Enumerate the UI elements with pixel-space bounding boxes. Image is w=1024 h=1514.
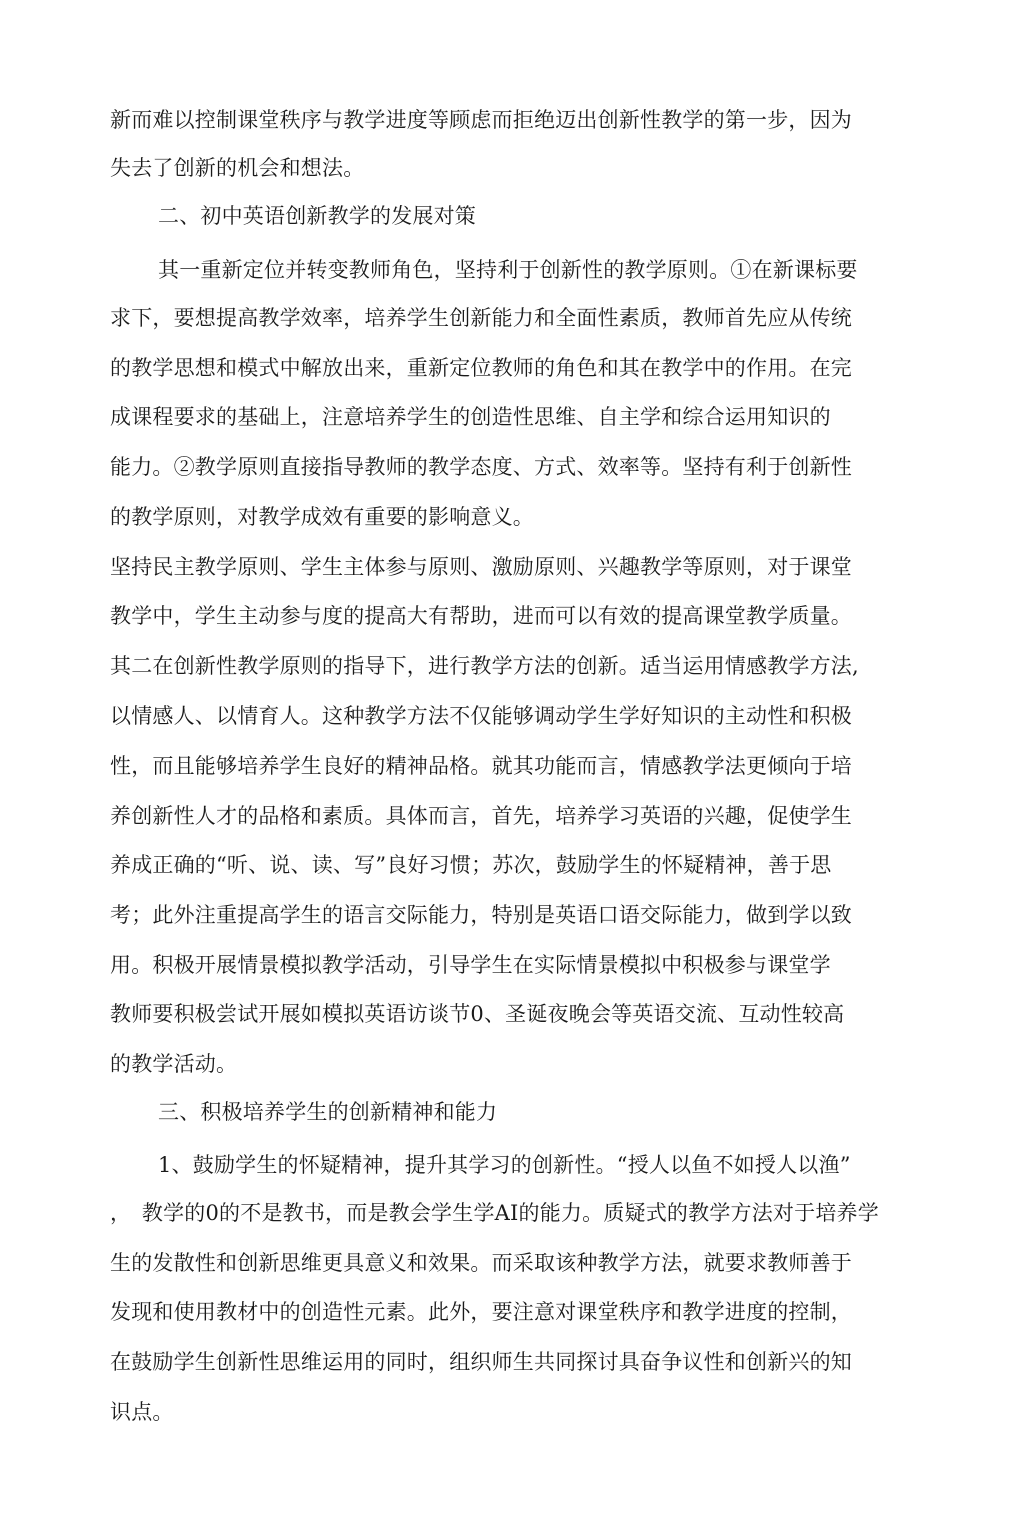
paragraph-line-24: 生的发散性和创新思维更具意义和效果。而采取该种教学方法，就要求教师善于 [110, 1251, 852, 1275]
paragraph-line-5: 求下，要想提高教学效率，培养学生创新能力和全面性素质，教师首先应从传统 [110, 306, 852, 330]
paragraph-line-8: 能力。②教学原则直接指导教师的教学态度、方式、效率等。坚持有利于创新性 [110, 455, 852, 479]
paragraph-line-25: 发现和使用教材中的创造性元素。此外，要注意对课堂秩序和教学进度的控制， [110, 1300, 852, 1324]
paragraph-line-18: 用。积极开展情景模拟教学活动，引导学生在实际情景模拟中积极参与课堂学 [110, 953, 831, 977]
paragraph-line-9: 的教学原则，对教学成效有重要的影响意义。 [110, 505, 534, 529]
paragraph-line-19: 教师要积极尝试开展如模拟英语访谈节0、圣诞夜晚会等英语交流、互动性较高 [110, 1002, 845, 1026]
paragraph-line-7: 成课程要求的基础上，注意培养学生的创造性思维、自主学和综合运用知识的 [110, 405, 831, 429]
paragraph-line-20: 的教学活动。 [110, 1052, 238, 1076]
paragraph-line-10: 坚持民主教学原则、学生主体参与原则、激励原则、兴趣教学等原则，对于课堂 [110, 555, 852, 579]
paragraph-line-13: 以情感人、以情育人。这种教学方法不仅能够调动学生学好知识的主动性和积极 [110, 704, 852, 728]
paragraph-line-4: 其一重新定位并转变教师角色，坚持利于创新性的教学原则。①在新课标要 [158, 258, 858, 282]
paragraph-line-26: 在鼓励学生创新性思维运用的同时，组织师生共同探讨具奋争议性和创新兴的知 [110, 1350, 852, 1374]
paragraph-line-14: 性，而且能够培养学生良好的精神品格。就其功能而言，情感教学法更倾向于培 [110, 754, 852, 778]
paragraph-line-1: 新而难以控制课堂秩序与教学进度等顾虑而拒绝迈出创新性教学的第一步，因为 [110, 108, 852, 132]
paragraph-line-11: 教学中，学生主动参与度的提高大有帮助，进而可以有效的提高课堂教学质量。 [110, 604, 852, 628]
paragraph-line-22: 1、鼓励学生的怀疑精神，提升其学习的创新性。“授人以鱼不如授人以渔” [158, 1153, 851, 1177]
paragraph-line-15: 养创新性人才的品格和素质。具体而言，首先，培养学习英语的兴趣，促使学生 [110, 804, 852, 828]
paragraph-line-16: 养成正确的“听、说、读、写”良好习惯；苏次，鼓励学生的怀疑精神，善于思 [110, 853, 832, 877]
section-heading-2: 二、初中英语创新教学的发展对策 [158, 204, 476, 228]
paragraph-line-12: 其二在创新性教学原则的指导下，进行教学方法的创新。适当运用情感教学方法, [110, 654, 859, 678]
paragraph-line-6: 的教学思想和模式中解放出来，重新定位教师的角色和其在教学中的作用。在完 [110, 356, 852, 380]
paragraph-line-17: 考；此外注重提高学生的语言交际能力，特别是英语口语交际能力，做到学以致 [110, 903, 852, 927]
paragraph-line-2: 失去了创新的机会和想法。 [110, 156, 365, 180]
paragraph-line-27: 识点。 [110, 1400, 174, 1424]
section-heading-3: 三、积极培养学生的创新精神和能力 [158, 1100, 498, 1124]
paragraph-line-23: ， 教学的0的不是教书，而是教会学生学AI的能力。质疑式的教学方法对于培养学 [110, 1201, 879, 1225]
